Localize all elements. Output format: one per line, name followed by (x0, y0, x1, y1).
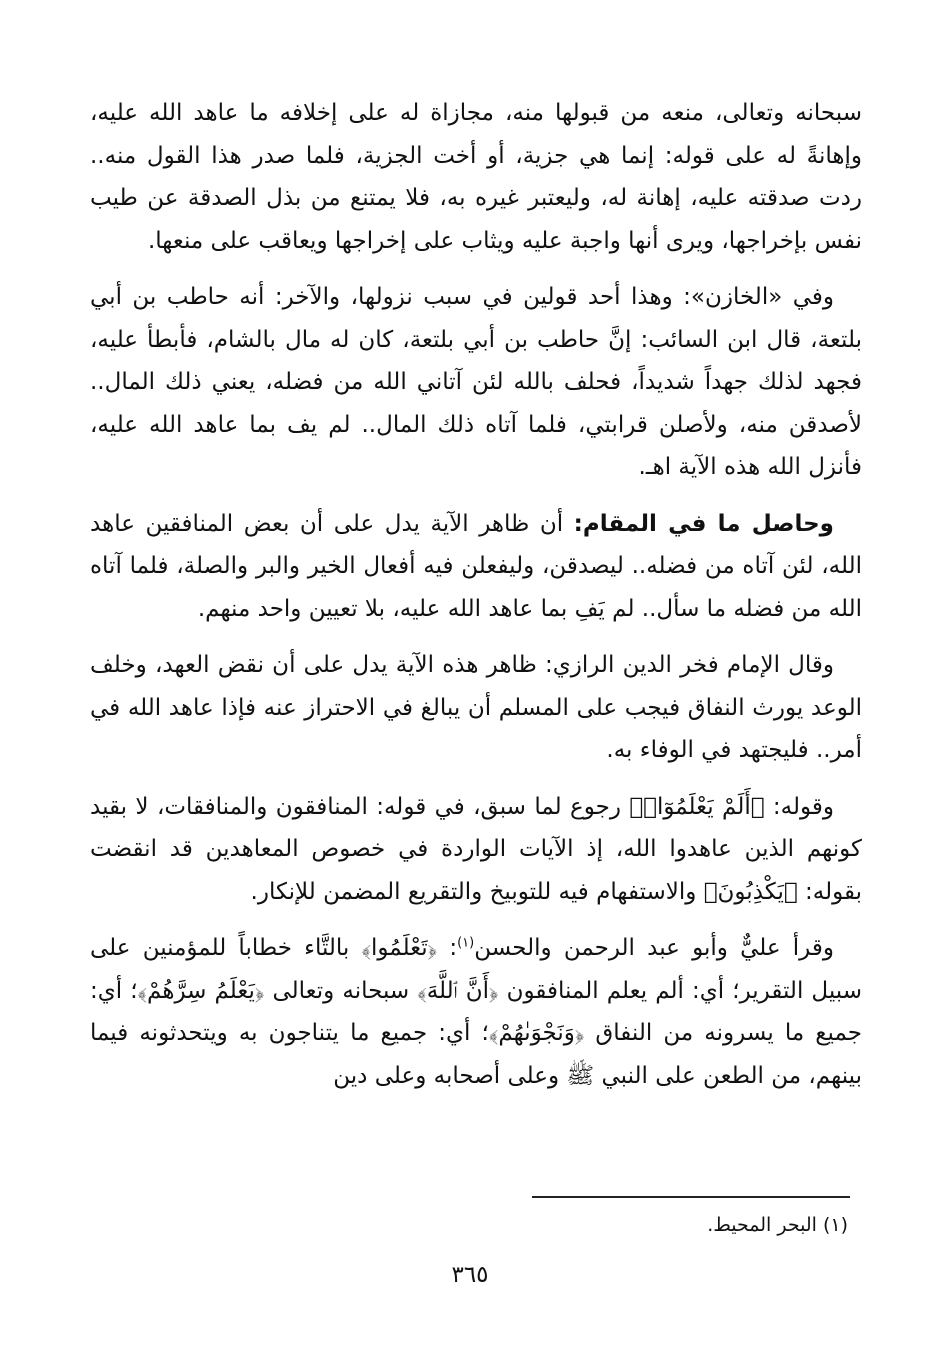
paragraph-1 (90, 92, 862, 262)
paragraph-2 (90, 276, 862, 489)
footnote-divider (532, 1196, 850, 1198)
paragraph-4-text: وقال الإمام فخر الدين الرازي: ظاهر هذه الآية يدل على أن نقض العهد، وخلف الوعد يورث النفاق فيجب على المسلم أن يبالغ في الاحتراز عنه فإذا عاهد الله في أمر.. فليجتهد في الوفاء به. (90, 652, 862, 763)
main-text (90, 92, 862, 1111)
paragraph-3-text: أن ظاهر الآية يدل على أن بعض المنافقين عاهد الله، لئن آتاه من فضله.. ليصدقن، وليفعلن فيه أفعال الخير والبر والصلة، فلما آتاه الله من فضله ما سأل.. لم يَفِ بما عاهد الله عليه، بلا تعيين واحد منهم. (90, 510, 862, 622)
paragraph-6-before-ref: وقرأ عليٌّ وأبو عبد الرحمن والحسن (474, 935, 834, 961)
paragraph-5-text: وقوله: ﴿أَلَمْ يَعْلَمُوٓا۟﴾ رجوع لما سبق، في قوله: المنافقون والمنافقات، لا بقيد كونهم الذين عاهدوا الله، إذ الآيات الواردة في خصوص المعاهدين قد انقضت بقوله: ﴿يَكْذِبُونَ﴾ والاستفهام فيه للتوبيخ والتقريع المضمن للإنكار. (90, 793, 862, 905)
paragraph-6 (90, 927, 862, 1097)
footnote: (١) البحر المحيط. (707, 1214, 848, 1236)
paragraph-1-text: سبحانه وتعالى، منعه من قبولها منه، مجازاة له على إخلافه ما عاهد الله عليه، وإهانةً له على قوله: إنما هي جزية، أو أخت الجزية، فلما صدر هذا القول منه.. ردت صدقته عليه، إهانة له، وليعتبر غيره به، فلا يمتنع من بذل الصدقة عن طيب نفس بإخراجها، ويرى أنها واجبة عليه ويثاب على إخراجها ويعاقب على منعها. (90, 100, 862, 254)
paragraph-3-lead: وحاصل ما في المقام: (573, 510, 834, 537)
paragraph-5 (90, 786, 862, 914)
paragraph-2-text: وفي «الخازن»: وهذا أحد قولين في سبب نزولها، والآخر: أنه حاطب بن أبي بلتعة، قال ابن السائب: إنَّ حاطب بن أبي بلتعة، كان له مال بالشام، فأبطأ عليه، فجهد لذلك جهداً شديداً، فحلف بالله لئن آتاني الله من فضله، يعني ذلك المال.. لأصدقن منه، ولأصلن قرابتي، فلما آتاه ذلك المال.. لم يف بما عاهد الله عليه، فأنزل الله هذه الآية اهـ. (90, 284, 862, 480)
paragraph-4 (90, 644, 862, 772)
paragraph-3 (90, 503, 862, 631)
paragraph-6-text: : ﴿تَعْلَمُوا﴾ بالتَّاء خطاباً للمؤمنين على سبيل التقرير؛ أي: ألم يعلم المنافقون ﴿أَنَّ ٱللَّهَ﴾ سبحانه وتعالى ﴿يَعْلَمُ سِرَّهُمْ﴾؛ أي: جميع ما يسرونه من النفاق ﴿وَنَجْوَىٰهُمْ﴾؛ أي: جميع ما يتناجون به ويتحدثونه فيما بينهم، من الطعن على النبي ﷺ وعلى أصحابه وعلى دين (90, 935, 862, 1089)
footnote-reference[interactable]: (١) (457, 935, 475, 951)
page-number: ٣٦٥ (451, 1262, 489, 1288)
